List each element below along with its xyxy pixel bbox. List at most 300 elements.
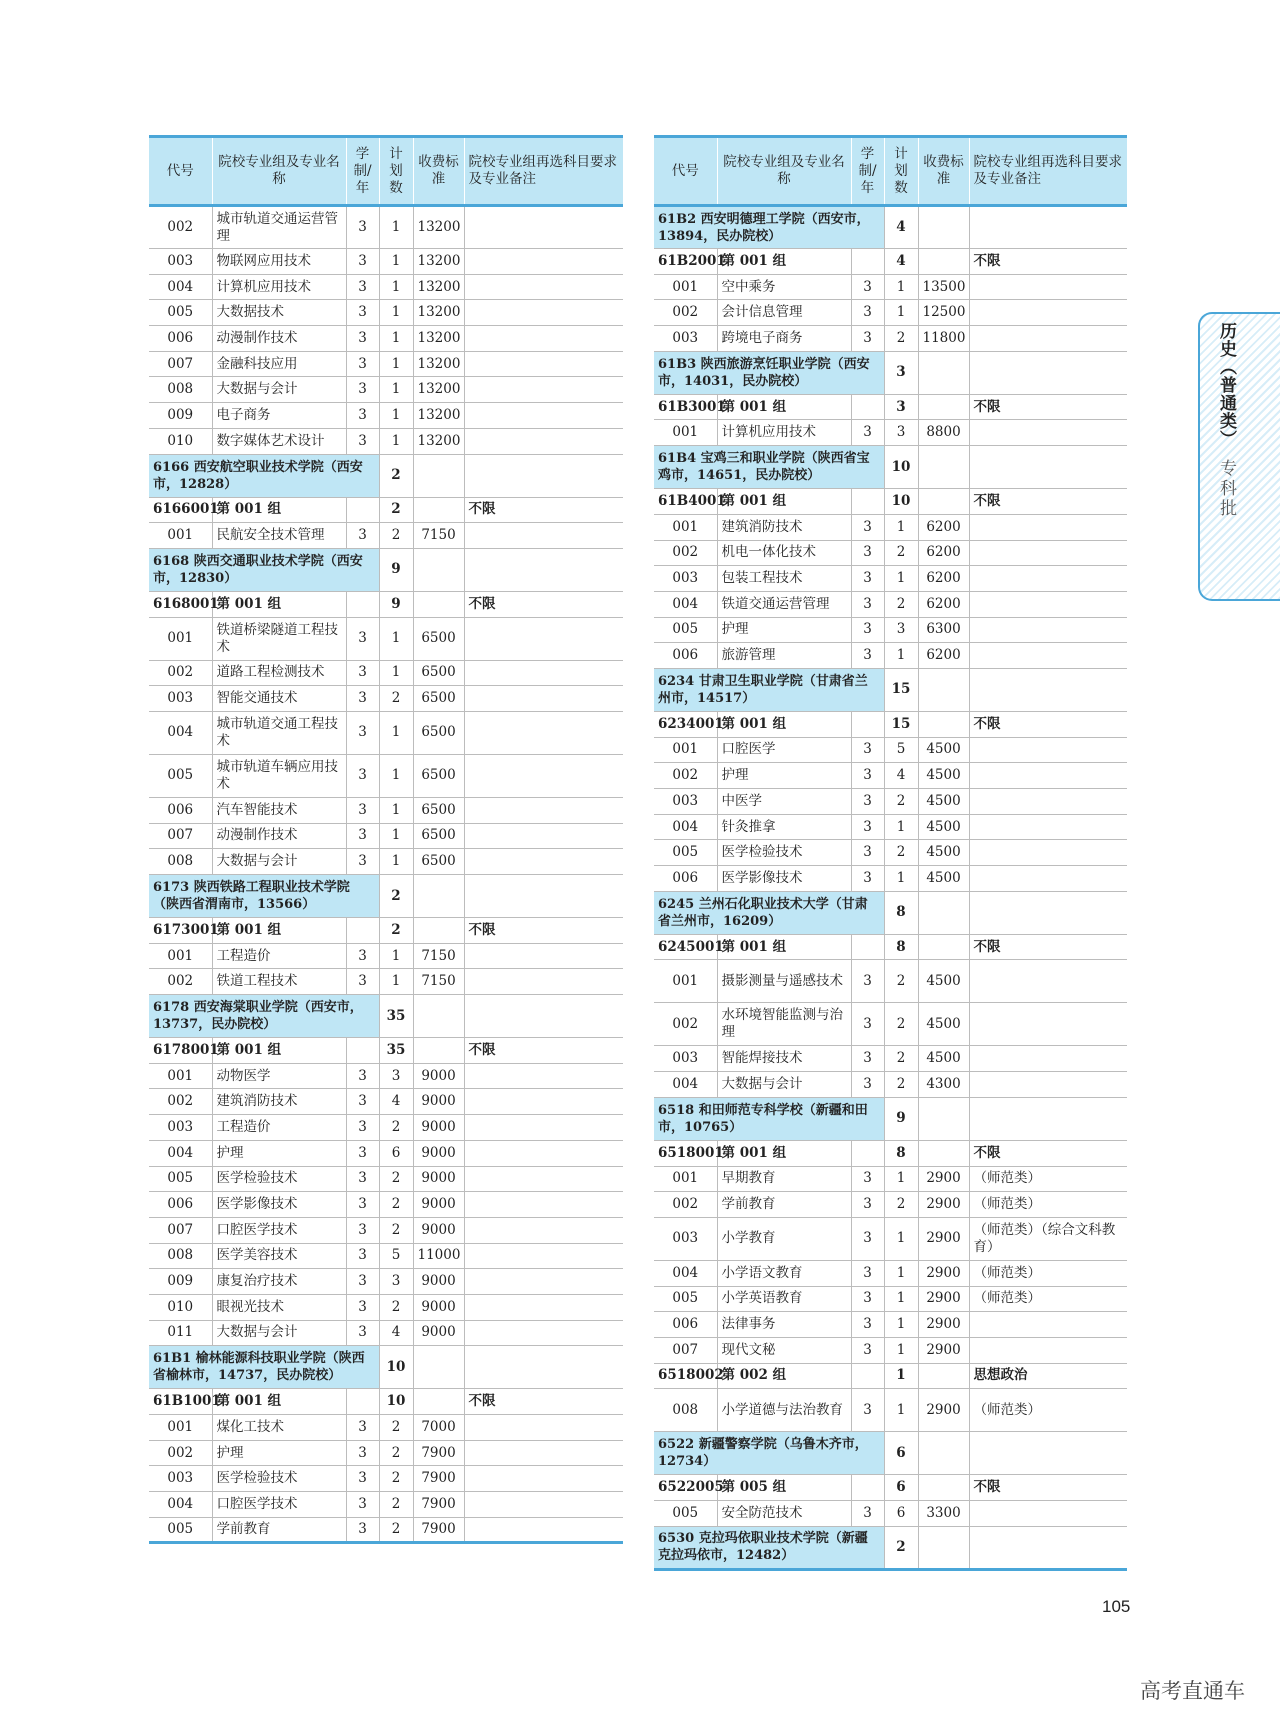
major-name: 小学教育 <box>717 1217 851 1260</box>
plan-count: 35 <box>379 1038 413 1064</box>
note-cell <box>969 668 1127 711</box>
major-name: 大数据与会计 <box>212 849 346 875</box>
plan-count: 9 <box>884 1097 918 1140</box>
major-note <box>969 326 1127 352</box>
school-name: 6166 西安航空职业技术学院（西安市，12828） <box>149 454 379 497</box>
years-cell <box>851 1363 884 1389</box>
major-note <box>464 1492 623 1518</box>
subject-requirement: 不限 <box>464 497 623 523</box>
years-cell: 3 <box>851 1501 884 1527</box>
years-cell: 3 <box>346 1517 379 1543</box>
plan-count: 15 <box>884 668 918 711</box>
years-cell: 3 <box>346 377 379 403</box>
subject-requirement: 思想政治 <box>969 1363 1127 1389</box>
major-row <box>654 617 1127 643</box>
table-header-row <box>149 137 623 206</box>
major-code: 007 <box>167 827 194 844</box>
plan-count: 2 <box>884 960 918 1003</box>
plan-count: 2 <box>379 875 413 918</box>
major-note <box>464 403 623 429</box>
major-name: 现代文秘 <box>717 1337 851 1363</box>
major-row <box>149 523 623 549</box>
fee-cell <box>918 1363 969 1389</box>
group-name: 第 001 组 <box>717 1140 851 1166</box>
major-code: 003 <box>167 1470 194 1487</box>
school-row <box>654 1432 1127 1475</box>
major-code: 002 <box>672 304 699 321</box>
plan-count: 1 <box>884 1337 918 1363</box>
major-code: 003 <box>672 570 699 587</box>
major-code: 001 <box>167 947 194 964</box>
major-name: 中医学 <box>717 789 851 815</box>
years-cell: 3 <box>851 514 884 540</box>
school-name: 6178 西安海棠职业学院（西安市，13737，民办院校） <box>149 995 379 1038</box>
major-row <box>654 840 1127 866</box>
plan-count: 6 <box>884 1501 918 1527</box>
fee-cell: 6500 <box>413 823 464 849</box>
plan-count: 1 <box>884 1389 918 1432</box>
fee-cell <box>918 394 969 420</box>
major-row <box>654 274 1127 300</box>
major-row <box>149 1089 623 1115</box>
major-row <box>654 1501 1127 1527</box>
major-note <box>464 1166 623 1192</box>
years-cell: 3 <box>851 1337 884 1363</box>
note-cell <box>969 1432 1127 1475</box>
major-code: 001 <box>672 278 699 295</box>
fee-cell <box>413 1346 464 1389</box>
section-side-tab <box>1198 312 1280 601</box>
header-years: 学制/年 <box>346 137 379 206</box>
fee-cell <box>413 454 464 497</box>
header-years: 学制/年 <box>851 137 884 206</box>
major-name: 动漫制作技术 <box>212 326 346 352</box>
admission-table-left <box>149 135 623 1544</box>
plan-count: 2 <box>884 540 918 566</box>
fee-cell: 9000 <box>413 1063 464 1089</box>
years-cell <box>851 934 884 960</box>
fee-cell: 4500 <box>918 866 969 892</box>
major-code: 002 <box>167 664 194 681</box>
major-note: （师范类） <box>969 1389 1127 1432</box>
major-row <box>149 206 623 249</box>
fee-cell <box>413 548 464 591</box>
major-row <box>654 763 1127 789</box>
major-name: 包装工程技术 <box>717 566 851 592</box>
major-note <box>464 1115 623 1141</box>
years-cell: 3 <box>346 1415 379 1441</box>
fee-cell <box>918 206 969 249</box>
plan-count: 1 <box>884 514 918 540</box>
major-code: 006 <box>672 647 699 664</box>
years-cell <box>851 489 884 515</box>
major-code: 002 <box>672 767 699 784</box>
major-name: 民航安全技术管理 <box>212 523 346 549</box>
header-plan: 计划数 <box>884 137 918 206</box>
major-name: 计算机应用技术 <box>717 420 851 446</box>
major-note <box>464 274 623 300</box>
major-code: 008 <box>672 1401 699 1418</box>
fee-cell: 7900 <box>413 1440 464 1466</box>
major-note <box>464 1440 623 1466</box>
major-note <box>969 566 1127 592</box>
school-name: 6168 陕西交通职业技术学院（西安市，12830） <box>149 548 379 591</box>
major-note <box>969 274 1127 300</box>
note-cell <box>969 351 1127 394</box>
note-cell <box>464 548 623 591</box>
major-note <box>464 300 623 326</box>
years-cell: 3 <box>851 420 884 446</box>
major-name: 铁道交通运营管理 <box>717 591 851 617</box>
fee-cell: 13200 <box>413 377 464 403</box>
plan-count: 2 <box>884 1046 918 1072</box>
years-cell: 3 <box>851 1046 884 1072</box>
major-name: 医学影像技术 <box>717 866 851 892</box>
years-cell <box>346 1038 379 1064</box>
fee-cell: 6300 <box>918 617 969 643</box>
group-row <box>654 1140 1127 1166</box>
major-note <box>464 1243 623 1269</box>
major-note <box>464 1140 623 1166</box>
group-name: 第 001 组 <box>717 394 851 420</box>
years-cell: 3 <box>851 1217 884 1260</box>
major-code: 003 <box>167 690 194 707</box>
years-cell <box>346 1389 379 1415</box>
years-cell: 3 <box>851 1389 884 1432</box>
group-code: 61B3001 <box>658 398 726 415</box>
plan-count: 1 <box>379 206 413 249</box>
school-row <box>654 446 1127 489</box>
header-note: 院校专业组再选科目要求及专业备注 <box>464 137 623 206</box>
fee-cell: 4500 <box>918 1046 969 1072</box>
major-note: （师范类）（综合文科教育） <box>969 1217 1127 1260</box>
group-row <box>654 1475 1127 1501</box>
major-code: 006 <box>167 329 194 346</box>
plan-count: 9 <box>379 548 413 591</box>
plan-count: 2 <box>884 1072 918 1098</box>
fee-cell: 9000 <box>413 1192 464 1218</box>
group-code: 6518002 <box>658 1367 724 1384</box>
major-name: 小学语文教育 <box>717 1260 851 1286</box>
major-row <box>149 797 623 823</box>
fee-cell <box>918 1432 969 1475</box>
major-row <box>149 249 623 275</box>
group-row <box>654 394 1127 420</box>
major-name: 智能焊接技术 <box>717 1046 851 1072</box>
group-code: 61B1001 <box>153 1393 221 1410</box>
major-name: 护理 <box>212 1140 346 1166</box>
major-code: 002 <box>167 1444 194 1461</box>
major-name: 小学道德与法治教育 <box>717 1389 851 1432</box>
fee-cell: 2900 <box>918 1312 969 1338</box>
plan-count: 1 <box>379 274 413 300</box>
fee-cell: 13200 <box>413 326 464 352</box>
major-note <box>464 523 623 549</box>
fee-cell: 11800 <box>918 326 969 352</box>
fee-cell: 13200 <box>413 351 464 377</box>
plan-count: 1 <box>884 1363 918 1389</box>
fee-cell: 2900 <box>918 1286 969 1312</box>
plan-count: 1 <box>379 711 413 754</box>
major-name: 护理 <box>717 763 851 789</box>
years-cell: 3 <box>346 351 379 377</box>
plan-count: 35 <box>379 995 413 1038</box>
fee-cell: 4500 <box>918 763 969 789</box>
major-row <box>654 1312 1127 1338</box>
major-row <box>654 566 1127 592</box>
plan-count: 4 <box>884 249 918 275</box>
plan-count: 2 <box>379 454 413 497</box>
major-note <box>969 1072 1127 1098</box>
group-code: 6178001 <box>153 1041 219 1058</box>
major-note <box>969 591 1127 617</box>
years-cell: 3 <box>851 840 884 866</box>
group-code: 6234001 <box>658 715 724 732</box>
major-note <box>464 1192 623 1218</box>
major-name: 金融科技应用 <box>212 351 346 377</box>
major-row <box>654 420 1127 446</box>
major-row <box>149 1466 623 1492</box>
subject-requirement: 不限 <box>969 489 1127 515</box>
years-cell: 3 <box>851 1192 884 1218</box>
major-row <box>654 1046 1127 1072</box>
major-code: 004 <box>167 1144 194 1161</box>
major-row <box>149 1492 623 1518</box>
header-note: 院校专业组再选科目要求及专业备注 <box>969 137 1127 206</box>
plan-count: 2 <box>379 1440 413 1466</box>
years-cell: 3 <box>346 428 379 454</box>
subject-requirement: 不限 <box>464 1038 623 1064</box>
major-row <box>149 1140 623 1166</box>
major-row <box>654 1072 1127 1098</box>
subject-requirement: 不限 <box>969 1475 1127 1501</box>
school-row <box>654 351 1127 394</box>
major-row <box>654 960 1127 1003</box>
years-cell: 3 <box>851 1286 884 1312</box>
plan-count: 2 <box>379 1192 413 1218</box>
plan-count: 2 <box>379 1466 413 1492</box>
major-row <box>654 643 1127 669</box>
fee-cell <box>918 1526 969 1569</box>
major-row <box>654 514 1127 540</box>
fee-cell <box>918 1475 969 1501</box>
plan-count: 2 <box>884 326 918 352</box>
major-name: 医学美容技术 <box>212 1243 346 1269</box>
fee-cell: 13200 <box>413 206 464 249</box>
major-note <box>464 428 623 454</box>
school-name: 6518 和田师范专科学校（新疆和田市，10765） <box>654 1097 884 1140</box>
major-row <box>149 377 623 403</box>
major-note <box>464 797 623 823</box>
fee-cell: 12500 <box>918 300 969 326</box>
major-name: 针灸推拿 <box>717 814 851 840</box>
fee-cell: 7150 <box>413 523 464 549</box>
major-row <box>149 1063 623 1089</box>
years-cell <box>851 249 884 275</box>
major-name: 建筑消防技术 <box>212 1089 346 1115</box>
fee-cell: 8800 <box>918 420 969 446</box>
major-name: 大数据与会计 <box>212 377 346 403</box>
major-name: 摄影测量与遥感技术 <box>717 960 851 1003</box>
plan-count: 1 <box>379 823 413 849</box>
fee-cell: 3300 <box>918 1501 969 1527</box>
major-code: 008 <box>167 381 194 398</box>
note-cell <box>464 875 623 918</box>
major-name: 城市轨道车辆应用技术 <box>212 754 346 797</box>
major-code: 008 <box>167 853 194 870</box>
header-name: 院校专业组及专业名称 <box>212 137 346 206</box>
plan-count: 3 <box>884 394 918 420</box>
major-row <box>149 1440 623 1466</box>
major-row <box>149 428 623 454</box>
years-cell: 3 <box>346 686 379 712</box>
fee-cell: 6200 <box>918 540 969 566</box>
years-cell <box>851 394 884 420</box>
major-name: 水环境智能监测与治理 <box>717 1003 851 1046</box>
fee-cell: 9000 <box>413 1217 464 1243</box>
major-code: 001 <box>672 741 699 758</box>
section-batch: 专科批 <box>1216 459 1236 519</box>
major-row <box>654 300 1127 326</box>
group-row <box>654 934 1127 960</box>
major-code: 002 <box>167 219 194 235</box>
fee-cell: 6200 <box>918 514 969 540</box>
table-header-row <box>654 137 1127 206</box>
major-note <box>464 1466 623 1492</box>
major-note <box>969 514 1127 540</box>
fee-cell <box>918 1140 969 1166</box>
fee-cell <box>413 497 464 523</box>
plan-count: 8 <box>884 1140 918 1166</box>
group-code: 6173001 <box>153 921 219 938</box>
fee-cell: 6200 <box>918 591 969 617</box>
plan-count: 2 <box>884 1192 918 1218</box>
plan-count: 1 <box>884 866 918 892</box>
plan-count: 1 <box>884 643 918 669</box>
group-row <box>149 1389 623 1415</box>
group-name: 第 001 组 <box>717 711 851 737</box>
major-code: 001 <box>167 527 194 544</box>
school-name: 6234 甘肃卫生职业学院（甘肃省兰州市，14517） <box>654 668 884 711</box>
school-row <box>149 548 623 591</box>
group-code: 61B4001 <box>658 492 726 509</box>
fee-cell: 7900 <box>413 1492 464 1518</box>
major-name: 旅游管理 <box>717 643 851 669</box>
school-name: 6530 克拉玛依职业技术学院（新疆克拉玛依市，12482） <box>654 1526 884 1569</box>
major-note <box>464 617 623 660</box>
major-code: 001 <box>167 630 194 647</box>
major-note <box>464 943 623 969</box>
major-row <box>654 1003 1127 1046</box>
plan-count: 1 <box>884 1312 918 1338</box>
plan-count: 1 <box>379 351 413 377</box>
major-code: 004 <box>167 724 194 741</box>
school-name: 61B1 榆林能源科技职业学院（陕西省榆林市，14737，民办院校） <box>149 1346 379 1389</box>
fee-cell <box>918 489 969 515</box>
plan-count: 8 <box>884 934 918 960</box>
fee-cell: 2900 <box>918 1337 969 1363</box>
major-name: 早期教育 <box>717 1166 851 1192</box>
plan-count: 2 <box>379 1166 413 1192</box>
major-code: 002 <box>672 1196 699 1213</box>
major-note <box>464 660 623 686</box>
major-name: 大数据与会计 <box>212 1320 346 1346</box>
major-row <box>654 1286 1127 1312</box>
fee-cell <box>918 249 969 275</box>
years-cell: 3 <box>346 1269 379 1295</box>
fee-cell: 7900 <box>413 1517 464 1543</box>
major-note <box>464 1415 623 1441</box>
school-row <box>149 454 623 497</box>
school-name: 6173 陕西铁路工程职业技术学院（陕西省渭南市，13566） <box>149 875 379 918</box>
major-name: 医学检验技术 <box>717 840 851 866</box>
major-code: 002 <box>672 544 699 561</box>
major-name: 铁道桥梁隧道工程技术 <box>212 617 346 660</box>
major-note <box>464 849 623 875</box>
fee-cell <box>918 351 969 394</box>
years-cell: 3 <box>346 617 379 660</box>
major-note <box>464 686 623 712</box>
major-code: 008 <box>167 1247 194 1264</box>
major-note <box>464 1294 623 1320</box>
major-code: 007 <box>167 1221 194 1238</box>
major-row <box>654 591 1127 617</box>
major-note: （师范类） <box>969 1166 1127 1192</box>
major-code: 002 <box>672 1015 699 1032</box>
major-row <box>149 403 623 429</box>
major-name: 法律事务 <box>717 1312 851 1338</box>
major-name: 物联网应用技术 <box>212 249 346 275</box>
major-note <box>969 643 1127 669</box>
fee-cell: 6500 <box>413 686 464 712</box>
years-cell: 3 <box>346 1192 379 1218</box>
years-cell: 3 <box>851 643 884 669</box>
major-name: 眼视光技术 <box>212 1294 346 1320</box>
major-code: 001 <box>167 1418 194 1435</box>
years-cell: 3 <box>346 523 379 549</box>
years-cell: 3 <box>851 1003 884 1046</box>
note-cell <box>969 1097 1127 1140</box>
major-row <box>149 754 623 797</box>
plan-count: 6 <box>379 1140 413 1166</box>
subject-requirement: 不限 <box>969 934 1127 960</box>
fee-cell <box>413 1389 464 1415</box>
note-cell <box>969 1526 1127 1569</box>
plan-count: 1 <box>379 403 413 429</box>
major-code: 001 <box>167 1067 194 1084</box>
plan-count: 3 <box>379 1269 413 1295</box>
major-row <box>149 1115 623 1141</box>
plan-count: 10 <box>379 1389 413 1415</box>
years-cell: 3 <box>851 1312 884 1338</box>
years-cell: 3 <box>346 660 379 686</box>
major-row <box>149 1269 623 1295</box>
major-code: 003 <box>672 1230 699 1247</box>
school-row <box>654 891 1127 934</box>
major-note <box>969 1046 1127 1072</box>
years-cell <box>346 591 379 617</box>
school-row <box>654 668 1127 711</box>
years-cell <box>851 711 884 737</box>
fee-cell: 4300 <box>918 1072 969 1098</box>
years-cell: 3 <box>346 206 379 249</box>
years-cell: 3 <box>851 763 884 789</box>
plan-count: 1 <box>884 814 918 840</box>
years-cell: 3 <box>346 1217 379 1243</box>
plan-count: 2 <box>379 1492 413 1518</box>
years-cell: 3 <box>346 1320 379 1346</box>
group-name: 第 001 组 <box>212 1038 346 1064</box>
